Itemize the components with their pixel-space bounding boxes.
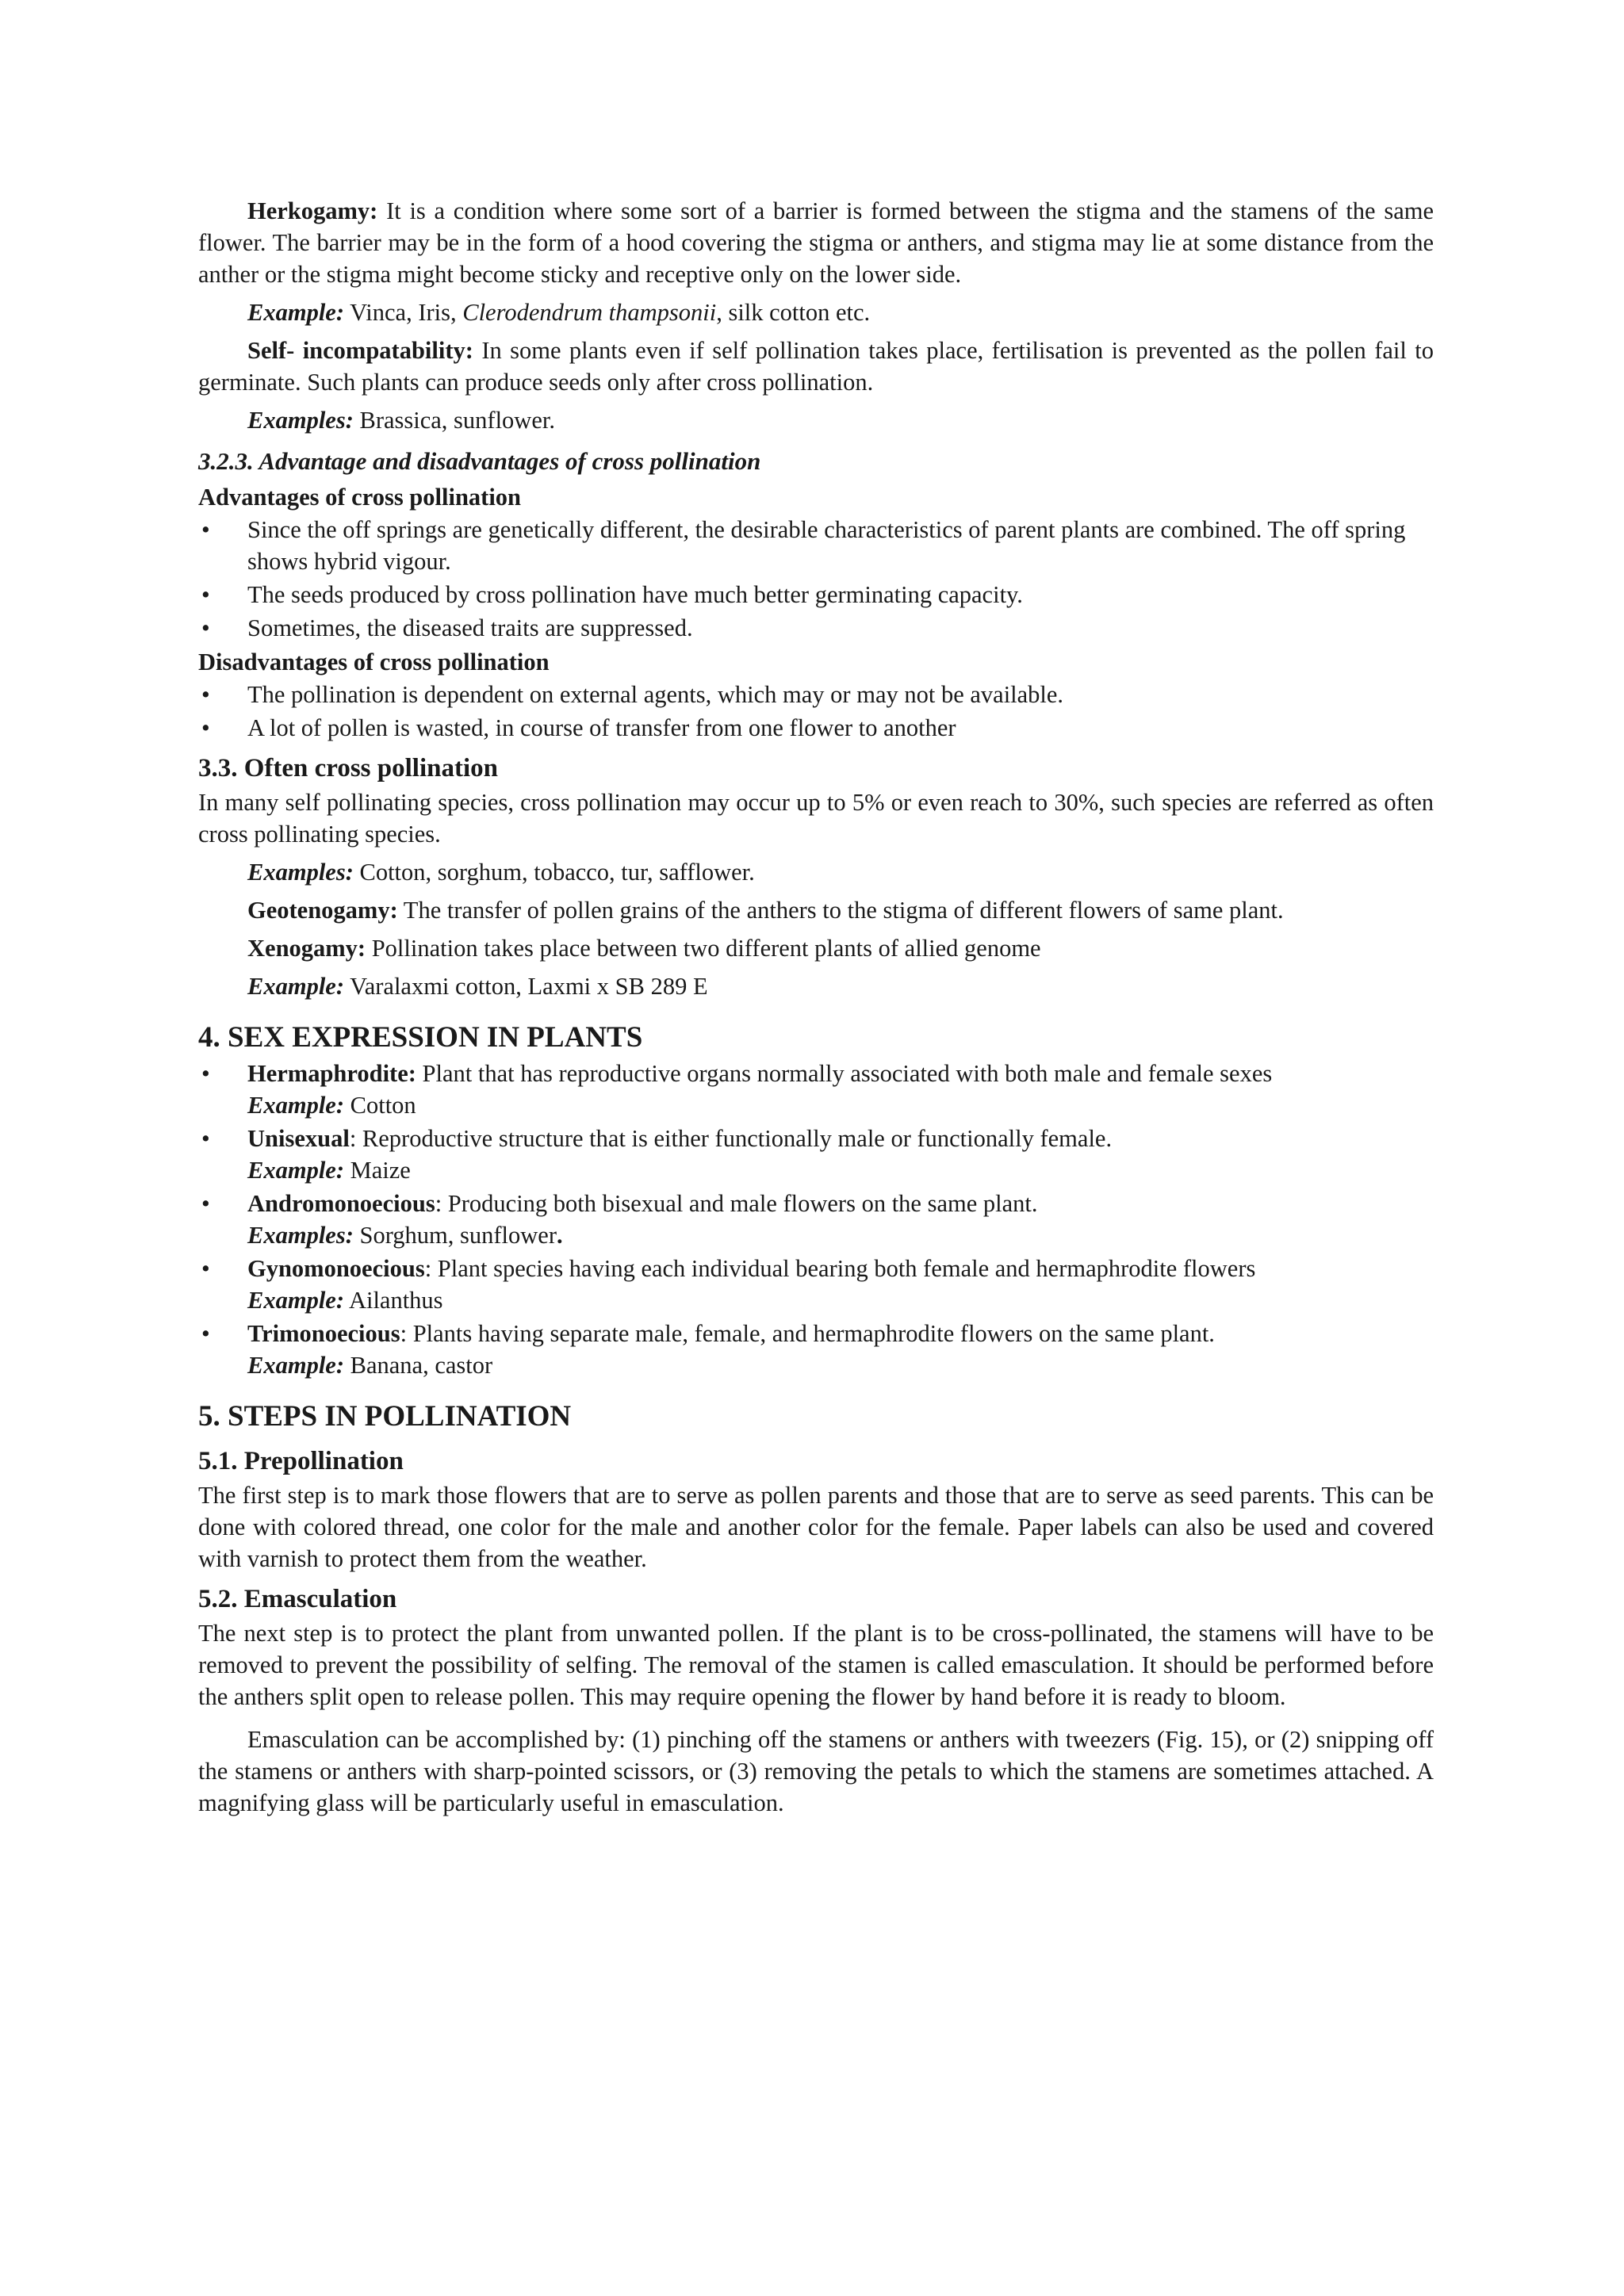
example-text: Maize — [344, 1157, 411, 1184]
definition: : Plant species having each individual bearing both female and hermaphrodite flowers — [424, 1255, 1256, 1282]
list-item — [198, 1253, 1434, 1316]
list-item — [198, 1058, 1434, 1121]
xenogamy-example — [198, 970, 1434, 1002]
list-item-text: A lot of pollen is wasted, in course of transfer from one flower to another — [247, 714, 956, 741]
xenogamy-text: Pollination takes place between two different plants of allied genome — [366, 935, 1041, 962]
example-label: Example: — [247, 1157, 344, 1184]
list-item — [198, 514, 1434, 577]
example-label: Example: — [247, 973, 344, 1000]
list-item — [198, 1188, 1434, 1251]
xenogamy-term: Xenogamy: — [247, 935, 366, 962]
section-4-heading: 4. SEX EXPRESSION IN PLANTS — [198, 1021, 643, 1054]
example-text: Brassica, sunflower. — [353, 407, 555, 434]
bullet-icon: • — [201, 1190, 210, 1217]
list-item-text: The seeds produced by cross pollination have much better germinating capacity. — [247, 581, 1023, 608]
list-item — [198, 712, 1434, 744]
self-incompatability-term: Self- incompatability: — [247, 337, 473, 364]
disadvantages-heading: Disadvantages of cross pollination — [198, 649, 550, 675]
example-label: Example: — [247, 299, 344, 326]
herkogamy-example — [198, 297, 1434, 328]
document-page — [198, 195, 1434, 1819]
example-text: Vinca, Iris, — [344, 299, 463, 326]
example-text-end: , silk cotton etc. — [716, 299, 871, 326]
definition: : Producing both bisexual and male flowers on the same plant. — [435, 1190, 1038, 1217]
section-3-2-3-heading: 3.2.3. Advantage and disadvantages of cross pollination — [198, 447, 761, 475]
list-item — [198, 679, 1434, 710]
definition: : Reproductive structure that is either functionally male or functionally female. — [349, 1125, 1113, 1152]
prepollination-paragraph: The first step is to mark those flowers that are to serve as pollen parents and those that are to serve as seed parents. This can be done with colored thread, one color for the male and another color for the female. Paper labels can also be used and covered with varnish to protect them from the weather. — [198, 1482, 1434, 1572]
bullet-icon: • — [201, 1320, 210, 1347]
geotenogamy-term: Geotenogamy: — [247, 897, 398, 924]
example-label: Examples: — [247, 407, 354, 434]
section-3-3-examples — [198, 856, 1434, 888]
bullet-icon: • — [201, 714, 210, 741]
example-text: Cotton — [344, 1092, 416, 1119]
advantages-heading: Advantages of cross pollination — [198, 484, 521, 511]
self-incompatability-text: In some plants even if self pollination takes place, fertilisation is prevented as the pollen fail to germinate. Such plants can produce seeds only after cross pollination. — [198, 337, 1434, 396]
bullet-icon: • — [201, 1255, 210, 1282]
section-5-1-heading: 5.1. Prepollination — [198, 1447, 404, 1475]
term: Gynomonoecious — [247, 1255, 425, 1282]
advantages-list — [198, 514, 1434, 644]
term: Hermaphrodite: — [247, 1060, 416, 1087]
section-5-heading: 5. STEPS IN POLLINATION — [198, 1400, 572, 1433]
disadvantages-list — [198, 679, 1434, 744]
bullet-icon: • — [201, 1125, 210, 1152]
herkogamy-term: Herkogamy: — [247, 197, 378, 224]
emasculation-paragraph: The next step is to protect the plant from unwanted pollen. If the plant is to be cross-pollinated, the stamens will have to be removed to prevent the possibility of selfing. The removal of the stamen is called emasculation. It should be performed before the anthers split open to release pollen. This may require opening the flower by hand before it is ready to bloom. — [198, 1620, 1434, 1710]
term: Unisexual — [247, 1125, 350, 1152]
example-text: Banana, castor — [344, 1352, 493, 1379]
example-text: Varalaxmi cotton, Laxmi x SB 289 E — [344, 973, 708, 1000]
section-5-2-heading: 5.2. Emasculation — [198, 1585, 397, 1613]
list-item — [198, 1123, 1434, 1186]
self-incompatability-example — [198, 404, 1434, 436]
list-item-text: Sometimes, the diseased traits are suppressed. — [247, 614, 693, 641]
herkogamy-paragraph — [198, 195, 1434, 290]
list-item — [198, 579, 1434, 610]
bullet-icon: • — [201, 1060, 210, 1087]
list-item-text: Since the off springs are genetically different, the desirable characteristics of parent plants are combined. The off spring shows hybrid vigour. — [247, 516, 1406, 575]
definition: : Plants having separate male, female, and hermaphrodite flowers on the same plant. — [400, 1320, 1215, 1347]
example-label: Example: — [247, 1287, 344, 1314]
bullet-icon: • — [201, 516, 210, 543]
example-text: Ailanthus — [344, 1287, 443, 1314]
self-incompatability-paragraph — [198, 335, 1434, 398]
definition: Plant that has reproductive organs normally associated with both male and female sexes — [416, 1060, 1273, 1087]
list-item-text: The pollination is dependent on external agents, which may or may not be available. — [247, 681, 1064, 708]
example-label: Example: — [247, 1092, 344, 1119]
example-period: . — [557, 1222, 563, 1249]
example-text: Cotton, sorghum, tobacco, tur, safflower. — [353, 859, 755, 886]
example-species: Clerodendrum thampsonii — [462, 299, 717, 326]
example-label: Examples: — [247, 859, 354, 886]
geotenogamy-paragraph — [198, 894, 1434, 926]
herkogamy-text: It is a condition where some sort of a barrier is formed between the stigma and the stamens of the same flower. The barrier may be in the form of a hood covering the stigma or anthers, and stigma may lie at some distance from the anther or the stigma might become sticky and receptive only on the lower side. — [198, 197, 1434, 288]
emasculation-methods-paragraph: Emasculation can be accomplished by: (1) pinching off the stamens or anthers with tweezers (Fig. 15), or (2) snipping off the stamens or anthers with sharp-pointed scissors, or (3) removing the petals to which the stamens are sometimes attached. A magnifying glass will be particularly useful in emasculation. — [198, 1726, 1434, 1816]
geotenogamy-text: The transfer of pollen grains of the anthers to the stigma of different flowers of same plant. — [397, 897, 1284, 924]
bullet-icon: • — [201, 614, 210, 641]
bullet-icon: • — [201, 681, 210, 708]
bullet-icon: • — [201, 581, 210, 608]
example-text: Sorghum, sunflower — [353, 1222, 557, 1249]
section-3-3-paragraph: In many self pollinating species, cross pollination may occur up to 5% or even reach to 30%, such species are referred as often cross pollinating species. — [198, 789, 1434, 848]
xenogamy-paragraph — [198, 932, 1434, 964]
example-label: Example: — [247, 1352, 344, 1379]
example-label: Examples: — [247, 1222, 354, 1249]
list-item — [198, 612, 1434, 644]
list-item — [198, 1318, 1434, 1381]
term: Trimonoecious — [247, 1320, 400, 1347]
section-3-3-heading: 3.3. Often cross pollination — [198, 754, 499, 783]
term: Andromonoecious — [247, 1190, 435, 1217]
sex-expression-list — [198, 1058, 1434, 1381]
